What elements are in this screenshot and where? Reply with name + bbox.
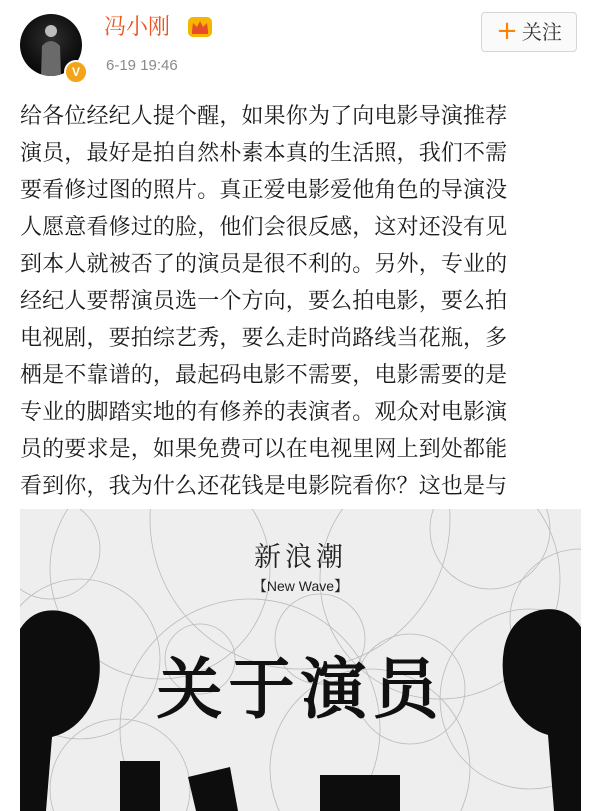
crown-icon bbox=[187, 16, 213, 38]
post-image[interactable] bbox=[20, 509, 581, 811]
brand-subtitle: 【New Wave】 bbox=[252, 578, 349, 594]
post-timestamp: 6-19 19:46 bbox=[106, 57, 178, 74]
image-title: 关于演员 bbox=[156, 650, 445, 728]
person-silhouette-icon bbox=[39, 24, 63, 76]
post-text: 给各位经纪人提个醒，如果你为了向电影导演推荐 演员，最好是拍自然朴素本真的生活照，我们不需 要看修过图的照片。真正爱电影爱他角色的导演没 人愿意看修过的脸，他们会很反感，这对还没有见 到本人就被否了的演员是很不利的。另外，专业的 经纪人要帮演员选一个方向，要么拍电影，要么拍 电视剧，要拍综艺秀，要么走时尚路线当花瓶，多 栖是不靠谱的，最起码电影不需要，电影需要的是 专业的脚踏实地的有修养的表演者。观众对电影演 员的要求是，如果免费可以在电视里网上到处都能 看到你，我为什么还花钱是电影院看你？这也是与 bbox=[20, 104, 508, 499]
post-header bbox=[0, 0, 600, 90]
plus-icon: + bbox=[496, 16, 518, 46]
bottom-glyph-shape bbox=[120, 761, 400, 811]
verified-badge-icon: V bbox=[64, 60, 88, 84]
follow-label: 关注 bbox=[521, 20, 562, 44]
avatar[interactable] bbox=[20, 14, 82, 79]
brand-name: 新浪潮 bbox=[254, 542, 347, 573]
username[interactable]: 冯小刚 bbox=[104, 15, 171, 40]
follow-button[interactable] bbox=[481, 12, 577, 52]
